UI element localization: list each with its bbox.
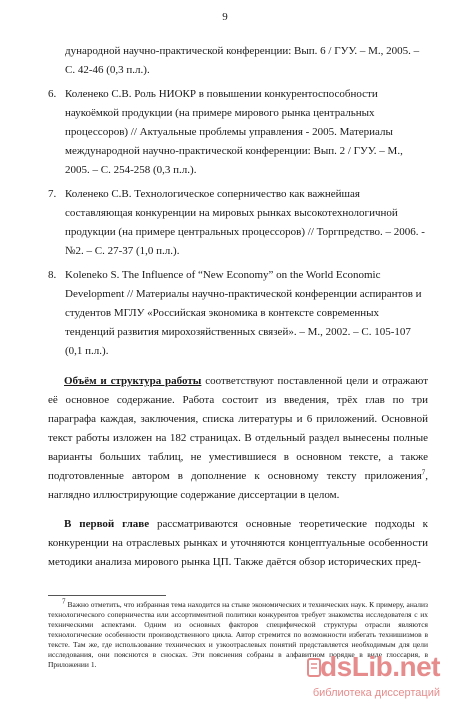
watermark-logo: dsLib.net — [320, 651, 440, 682]
footnote-ref: 7 — [421, 468, 426, 477]
reference-continuation: дународной научно-практической конференции: Вып. 6 / ГУУ. – М., 2005. – С. 42-46 (0,3 п.л.). — [65, 45, 420, 76]
reference-item — [48, 185, 428, 261]
reference-list — [48, 42, 428, 361]
reference-item — [48, 85, 428, 180]
watermark-subtitle: библиотека диссертаций — [312, 687, 440, 699]
paragraph-structure — [48, 372, 428, 505]
page-number: 9 — [222, 11, 228, 23]
paragraph-lead: В первой главе — [64, 518, 150, 530]
footnote-mark: 7 — [62, 597, 66, 606]
paragraph-text: рассматриваются основные теоретические подходы к конкуренции на отраслевых рынках и уточняются концептуальные особенности методики анализа мирового рынка ЦП. Также даётся обзор исторических пред- — [48, 518, 428, 568]
paragraph-text: соответствуют поставленной цели и отражают её основное содержание. Работа состоит из введения, трёх глав по три параграфа каждая, заключения, списка литературы и 6 приложений. Основной текст работы изложен на 182 страницах. В отдельный раздел вынесены полные варианты больших таблиц, не уместившиеся в основном тексте, а также подготовленные автором в дополнение к основному тексту приложения — [48, 375, 428, 482]
footnote-divider — [48, 595, 166, 596]
paragraph-lead: Объём и структура работы — [64, 375, 202, 387]
paragraph-chapter-one — [48, 515, 428, 572]
reference-number: 7. — [48, 188, 57, 200]
reference-text: Koleneko S. The Influence of “New Economy” on the World Economic Development // Материалы научно-практической конференции аспирантов и студентов МГЛУ «Российская экономика в контексте современных тенденций развития мирохозяйственных связей». – М., 2002. – С. 105-107 (0,1 п.л.). — [65, 269, 422, 357]
reference-item — [48, 266, 428, 361]
main-text — [48, 372, 428, 582]
reference-number: 8. — [48, 269, 57, 281]
reference-text: Коленеко С.В. Технологическое соперничество как важнейшая составляющая конкуренции на мировых рынках высокотехнологичной продукции (на примере центральных процессоров) // Торгпредство. – 2006. - №2. – С. 27-37 (1,0 п.л.). — [65, 188, 425, 257]
watermark — [300, 651, 440, 703]
footnote-text: Важно отметить, что избранная тема находится на стыке экономических и технических наук. К примеру, анализ технологического соперничества или ассортиментной политики конкурентов требует знакомства исследователя с их техническими аспектами. Одним из основных факторов специфической структуры отрасли являются технологические особенности производственного цикла. Автор стремится по возможности избегать технишизмов в тексте. Там же, где использование технических и узкоотраслевых понятий представляется необходимым для цели исследования, они пояснются в сносках. Эти пояснения собраны в алфавитном порядке в виде глоссария, в Приложении 1. — [48, 600, 428, 669]
reference-text: Коленеко С.В. Роль НИОКР в повышении конкурентоспособности наукоёмкой продукции (на примере мирового рынка центральных процессоров) // Актуальные проблемы управления - 2005. Материалы международной научно-практической конференции: Вып. 2 / ГУУ. – М., 2005. – С. 254-258 (0,3 п.л.). — [65, 88, 403, 176]
reference-number: 6. — [48, 88, 57, 100]
paragraph-text-tail: , наглядно иллюстрирующие содержание диссертации в целом. — [48, 470, 428, 501]
